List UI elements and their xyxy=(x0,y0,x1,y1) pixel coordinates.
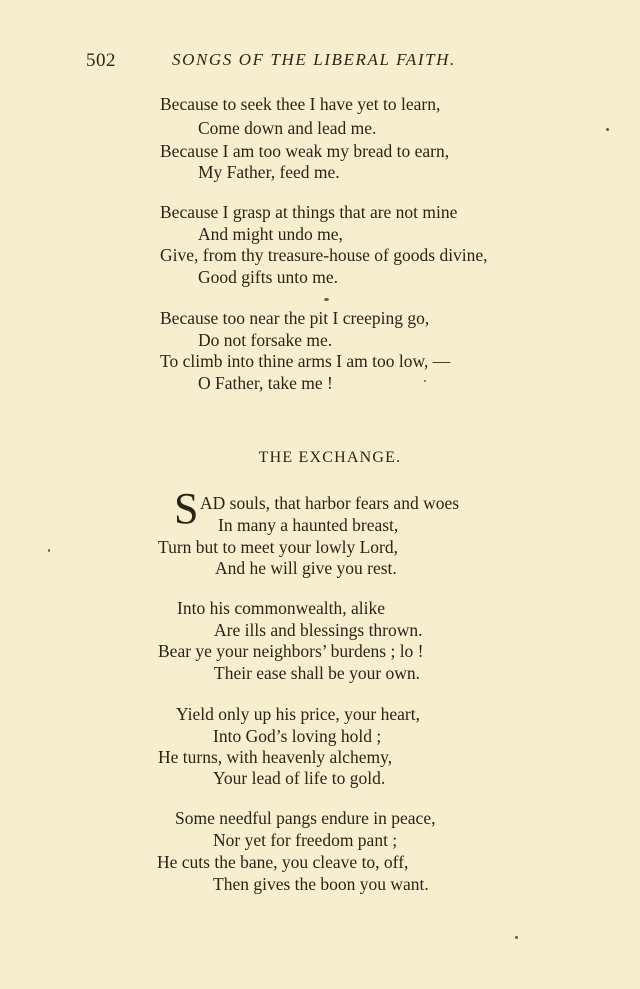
poem-line: Give, from thy treasure-house of goods divine, xyxy=(160,245,488,265)
poem-line: Then gives the boon you want. xyxy=(213,874,429,894)
poem-line: And he will give you rest. xyxy=(215,558,397,578)
poem-line: Into his commonwealth, alike xyxy=(177,598,386,618)
poem-line: Their ease shall be your own. xyxy=(214,663,421,683)
poem-line: He turns, with heavenly alchemy, xyxy=(158,747,393,767)
drop-cap: S xyxy=(174,484,199,533)
ink-speck xyxy=(424,380,426,382)
poem-line: Because too near the pit I creeping go, xyxy=(160,308,430,328)
poem-line: To climb into thine arms I am too low, — xyxy=(160,351,451,371)
ink-speck xyxy=(515,936,518,939)
poem-line: Nor yet for freedom pant ; xyxy=(213,830,398,850)
poem-line: In many a haunted breast, xyxy=(218,515,399,535)
poem-line: Because I am too weak my bread to earn, xyxy=(160,141,450,161)
poem-line: He cuts the bane, you cleave to, off, xyxy=(157,852,409,872)
poem-line: Turn but to meet your lowly Lord, xyxy=(158,537,398,557)
poem-line: Because I grasp at things that are not mine xyxy=(160,202,458,222)
poem-line: Bear ye your neighbors’ burdens ; lo ! xyxy=(158,641,424,661)
poem-line: Into God’s loving hold ; xyxy=(213,726,382,746)
ink-speck xyxy=(48,549,50,552)
poem-line: Some needful pangs endure in peace, xyxy=(175,808,436,828)
poem-line: Come down and lead me. xyxy=(198,118,377,138)
running-title: SONGS OF THE LIBERAL FAITH. xyxy=(172,50,456,69)
poem-line: O Father, take me ! xyxy=(198,373,333,393)
poem-line: My Father, feed me. xyxy=(198,162,340,182)
page-number: 502 xyxy=(86,50,116,71)
poem-title: THE EXCHANGE. xyxy=(258,449,402,466)
poem-line: Good gifts unto me. xyxy=(198,267,338,287)
ink-speck xyxy=(606,128,609,131)
ink-speck xyxy=(324,298,329,301)
poem-line: Your lead of life to gold. xyxy=(213,768,386,788)
poem-line: Because to seek thee I have yet to learn, xyxy=(160,94,441,114)
poem-line: Are ills and blessings thrown. xyxy=(214,620,423,640)
poem-line: AD souls, that harbor fears and woes xyxy=(200,493,460,513)
poem-line: Do not forsake me. xyxy=(198,330,333,350)
poem-line: And might undo me, xyxy=(198,224,343,244)
poem-line: Yield only up his price, your heart, xyxy=(176,704,420,724)
